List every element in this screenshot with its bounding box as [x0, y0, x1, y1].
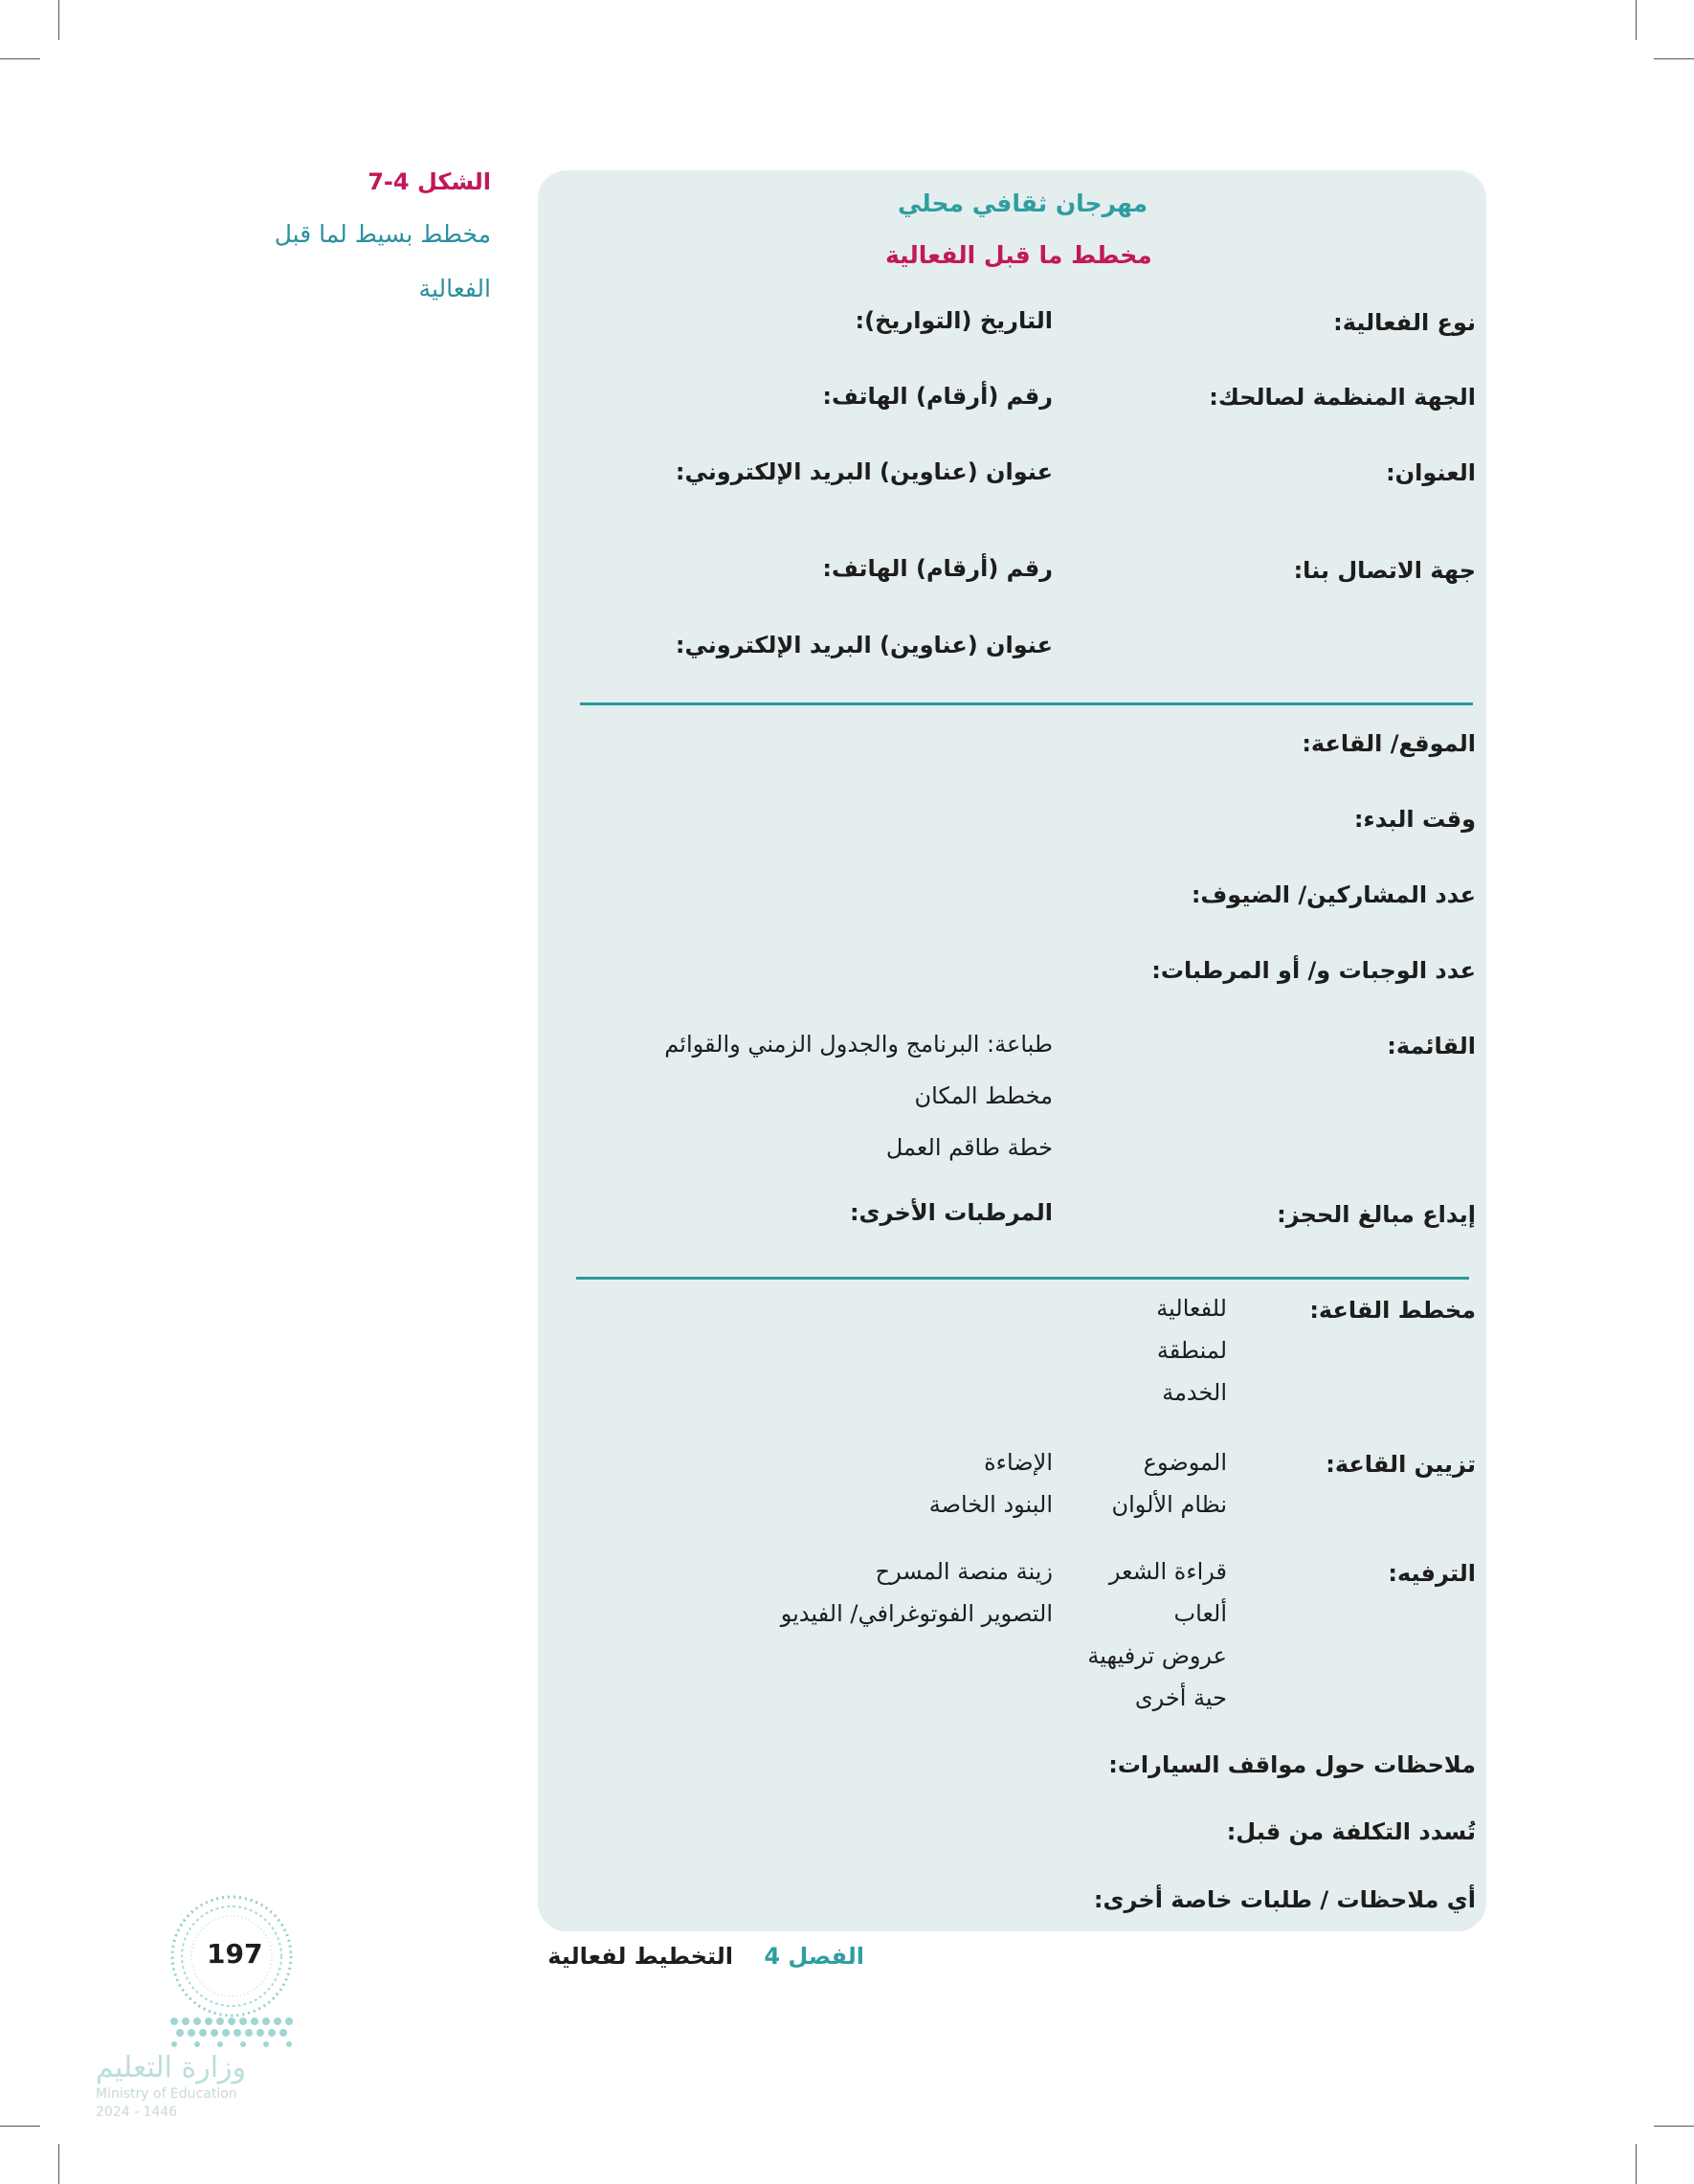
- entertainment-label: الترفيه:: [1388, 1560, 1476, 1587]
- list-label: القائمة:: [1387, 1033, 1476, 1059]
- entertainment-item: التصوير الفوتوغرافي/ الفيديو: [780, 1600, 1053, 1627]
- decoration-item: الموضوع: [1143, 1449, 1227, 1476]
- address-label: العنوان:: [1386, 459, 1476, 486]
- decoration-item: الإضاءة: [984, 1449, 1053, 1476]
- meals-label: عدد الوجبات و/ أو المرطبات:: [1151, 957, 1476, 984]
- phone-label: رقم (أرقام) الهاتف:: [822, 383, 1053, 410]
- ministry-logo-english: Ministry of Education: [96, 2086, 237, 2102]
- section-divider: [576, 1277, 1469, 1280]
- start-time-label: وقت البدء:: [1353, 806, 1476, 833]
- dates-label: التاريخ (التواريخ):: [855, 307, 1053, 334]
- deposits-label: إيداع مبالغ الحجز:: [1277, 1201, 1476, 1228]
- crop-mark: [58, 0, 59, 40]
- crop-mark: [1636, 2144, 1637, 2184]
- cost-paid-by-label: تُسدد التكلفة من قبل:: [1226, 1818, 1476, 1845]
- figure-label: الشكل 4-7: [368, 168, 491, 195]
- hall-layout-item: الخدمة: [1162, 1379, 1227, 1406]
- entertainment-item: زينة منصة المسرح: [875, 1558, 1053, 1585]
- entertainment-item: قراءة الشعر: [1108, 1558, 1227, 1585]
- list-item: مخطط المكان: [914, 1082, 1053, 1109]
- list-item: خطة طاقم العمل: [885, 1134, 1053, 1161]
- page-number: 197: [207, 1938, 263, 1970]
- entertainment-item: عروض ترفيهية: [1087, 1642, 1227, 1669]
- other-refreshments-label: المرطبات الأخرى:: [849, 1199, 1053, 1226]
- figure-caption: مخطط بسيط لما قبل الفعالية: [274, 220, 491, 302]
- decoration-label: تزيين القاعة:: [1326, 1451, 1476, 1478]
- our-contact-label: جهة الاتصال بنا:: [1293, 557, 1476, 584]
- parking-label: ملاحظات حول مواقف السيارات:: [1108, 1751, 1476, 1778]
- event-type-label: نوع الفعالية:: [1333, 309, 1476, 336]
- contact-email-label: عنوان (عناوين) البريد الإلكتروني:: [675, 632, 1053, 658]
- organizer-label: الجهة المنظمة لصالحك:: [1209, 384, 1476, 411]
- decoration-item: نظام الألوان: [1111, 1491, 1227, 1518]
- notes-label: أي ملاحظات / طلبات خاصة أخرى:: [1093, 1886, 1476, 1913]
- contact-phone-label: رقم (أرقام) الهاتف:: [822, 555, 1053, 582]
- crop-mark: [1654, 58, 1694, 59]
- crop-mark: [58, 2144, 59, 2184]
- crop-mark: [1654, 2126, 1694, 2127]
- email-label: عنوان (عناوين) البريد الإلكتروني:: [675, 458, 1053, 485]
- participants-label: عدد المشاركين/ الضيوف:: [1191, 881, 1476, 908]
- hall-layout-item: لمنطقة: [1156, 1337, 1227, 1364]
- entertainment-item: حية أخرى: [1134, 1684, 1227, 1711]
- decoration-item: البنود الخاصة: [928, 1491, 1053, 1518]
- venue-label: الموقع/ القاعة:: [1302, 730, 1476, 757]
- chapter-number: الفصل 4: [764, 1943, 864, 1970]
- crop-mark: [1636, 0, 1637, 40]
- form-title: مهرجان ثقافي محلي: [898, 189, 1148, 217]
- crop-mark: [0, 58, 40, 59]
- crop-mark: [0, 2126, 40, 2127]
- hall-layout-item: للفعالية: [1156, 1295, 1227, 1322]
- chapter-title: التخطيط لفعالية: [547, 1943, 733, 1970]
- ministry-logo-arabic: وزارة التعليم: [96, 2051, 247, 2084]
- ministry-logo-year: 2024 - 1446: [96, 2105, 178, 2120]
- hall-layout-label: مخطط القاعة:: [1309, 1297, 1476, 1324]
- list-item: طباعة: البرنامج والجدول الزمني والقوائم: [664, 1031, 1053, 1058]
- form-subtitle: مخطط ما قبل الفعالية: [885, 241, 1152, 269]
- entertainment-item: ألعاب: [1173, 1600, 1227, 1627]
- section-divider: [580, 702, 1473, 705]
